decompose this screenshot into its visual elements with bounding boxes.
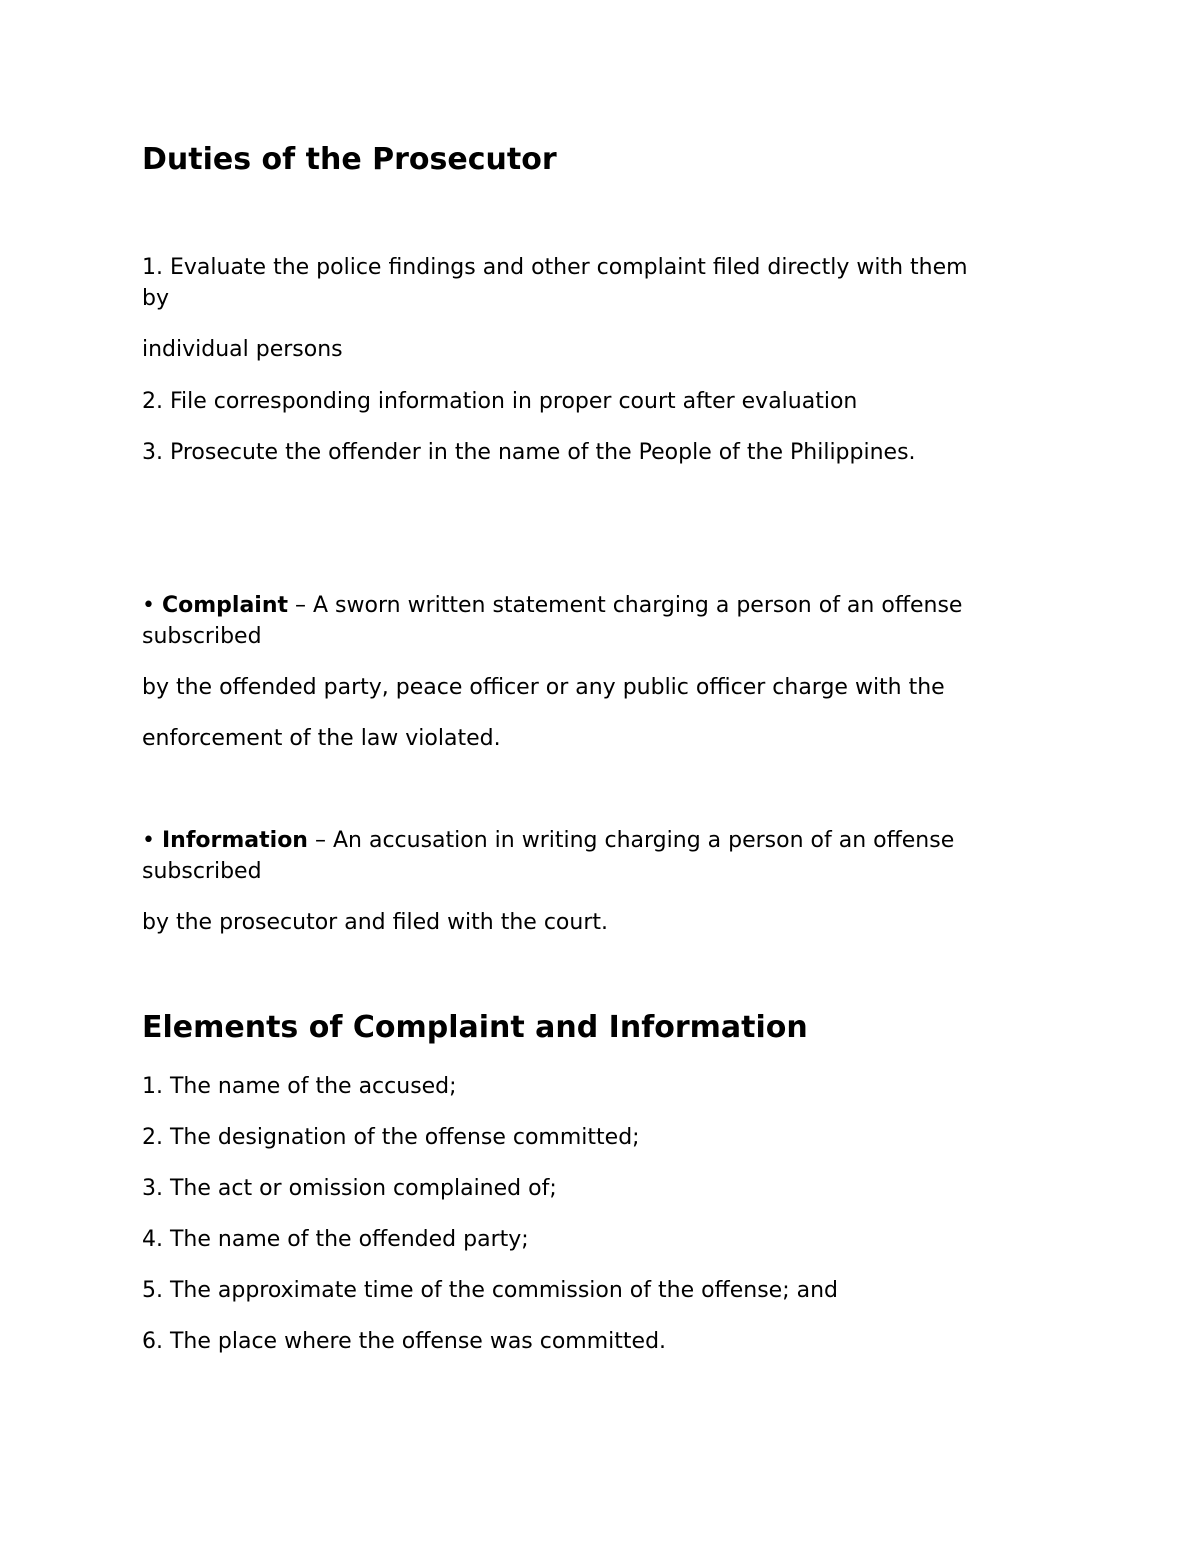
information-bullet: • xyxy=(142,828,162,853)
information-definition-line-2: subscribed xyxy=(142,859,262,884)
complaint-bullet: • xyxy=(142,593,162,618)
information-definition-line-1 xyxy=(142,825,954,856)
complaint-definition-line-4: enforcement of the law violated. xyxy=(142,726,501,751)
duty-item-1-line-2: by xyxy=(142,286,169,311)
section-title-elements: Elements of Complaint and Information xyxy=(142,1010,808,1045)
duty-item-1-line-1: 1. Evaluate the police findings and other complaint filed directly with them xyxy=(142,255,968,280)
complaint-definition-line-3: by the offended party, peace officer or any public officer charge with the xyxy=(142,675,945,700)
element-item-6: 6. The place where the offense was committed. xyxy=(142,1329,667,1354)
duty-item-2: 2. File corresponding information in proper court after evaluation xyxy=(142,389,858,414)
section-title-duties: Duties of the Prosecutor xyxy=(142,142,557,177)
complaint-definition-line-2: subscribed xyxy=(142,624,262,649)
information-definition-line-3: by the prosecutor and filed with the court. xyxy=(142,910,608,935)
element-item-2: 2. The designation of the offense committed; xyxy=(142,1125,640,1150)
element-item-5: 5. The approximate time of the commission of the offense; and xyxy=(142,1278,838,1303)
complaint-definition-line-1 xyxy=(142,590,962,621)
complaint-def-text: – A sworn written statement charging a person of an offense xyxy=(288,593,963,618)
information-term: Information xyxy=(161,828,308,853)
element-item-3: 3. The act or omission complained of; xyxy=(142,1176,557,1201)
complaint-term: Complaint xyxy=(161,593,289,618)
duty-item-3: 3. Prosecute the offender in the name of the People of the Philippines. xyxy=(142,440,916,465)
duty-item-1-line-3: individual persons xyxy=(142,337,343,362)
element-item-1: 1. The name of the accused; xyxy=(142,1074,457,1099)
information-def-text: – An accusation in writing charging a person of an offense xyxy=(307,828,955,853)
element-item-4: 4. The name of the offended party; xyxy=(142,1227,529,1252)
